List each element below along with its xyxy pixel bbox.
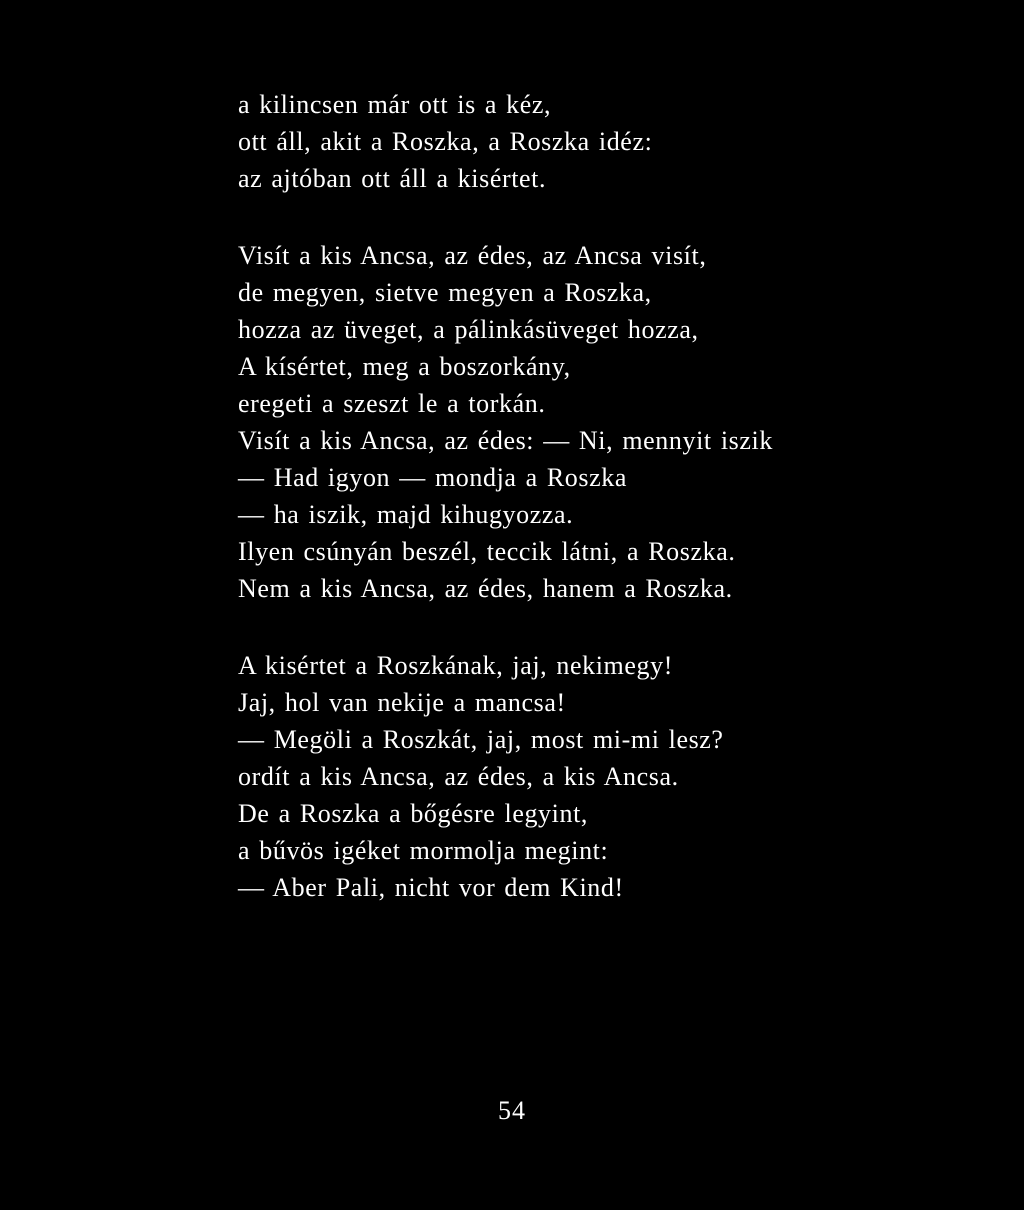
- poem-line: hozza az üveget, a pálinkásüveget hozza,: [238, 315, 699, 344]
- poem-text: [238, 86, 978, 946]
- stanza-2: [238, 237, 978, 607]
- poem-line: A kísértet, meg a boszorkány,: [238, 352, 571, 381]
- poem-line: de megyen, sietve megyen a Roszka,: [238, 278, 652, 307]
- poem-line: Nem a kis Ancsa, az édes, hanem a Roszka.: [238, 574, 733, 603]
- stanza-1: [238, 86, 978, 197]
- poem-line: — Had igyon — mondja a Roszka: [238, 463, 628, 492]
- poem-line: a bűvös igéket mormolja megint:: [238, 836, 609, 865]
- poem-line: eregeti a szeszt le a torkán.: [238, 389, 546, 418]
- poem-line: De a Roszka a bőgésre legyint,: [238, 799, 589, 828]
- poem-line: ott áll, akit a Roszka, a Roszka idéz:: [238, 127, 653, 156]
- poem-line: A kisértet a Roszkának, jaj, nekimegy!: [238, 651, 673, 680]
- poem-line: — ha iszik, majd kihugyozza.: [238, 500, 574, 529]
- poem-line: az ajtóban ott áll a kisértet.: [238, 164, 547, 193]
- poem-line: ordít a kis Ancsa, az édes, a kis Ancsa.: [238, 762, 679, 791]
- poem-line: a kilincsen már ott is a kéz,: [238, 90, 552, 119]
- page-number: 54: [498, 1096, 526, 1125]
- poem-line: Jaj, hol van nekije a mancsa!: [238, 688, 566, 717]
- poem-line: — Aber Pali, nicht vor dem Kind!: [238, 873, 624, 902]
- poem-line: Visít a kis Ancsa, az édes: — Ni, mennyit iszik: [238, 426, 773, 455]
- poem-line: — Megöli a Roszkát, jaj, most mi-mi lesz?: [238, 725, 724, 754]
- poem-line: Visít a kis Ancsa, az édes, az Ancsa visít,: [238, 241, 707, 270]
- stanza-3: [238, 647, 978, 906]
- poem-line: Ilyen csúnyán beszél, teccik látni, a Roszka.: [238, 537, 736, 566]
